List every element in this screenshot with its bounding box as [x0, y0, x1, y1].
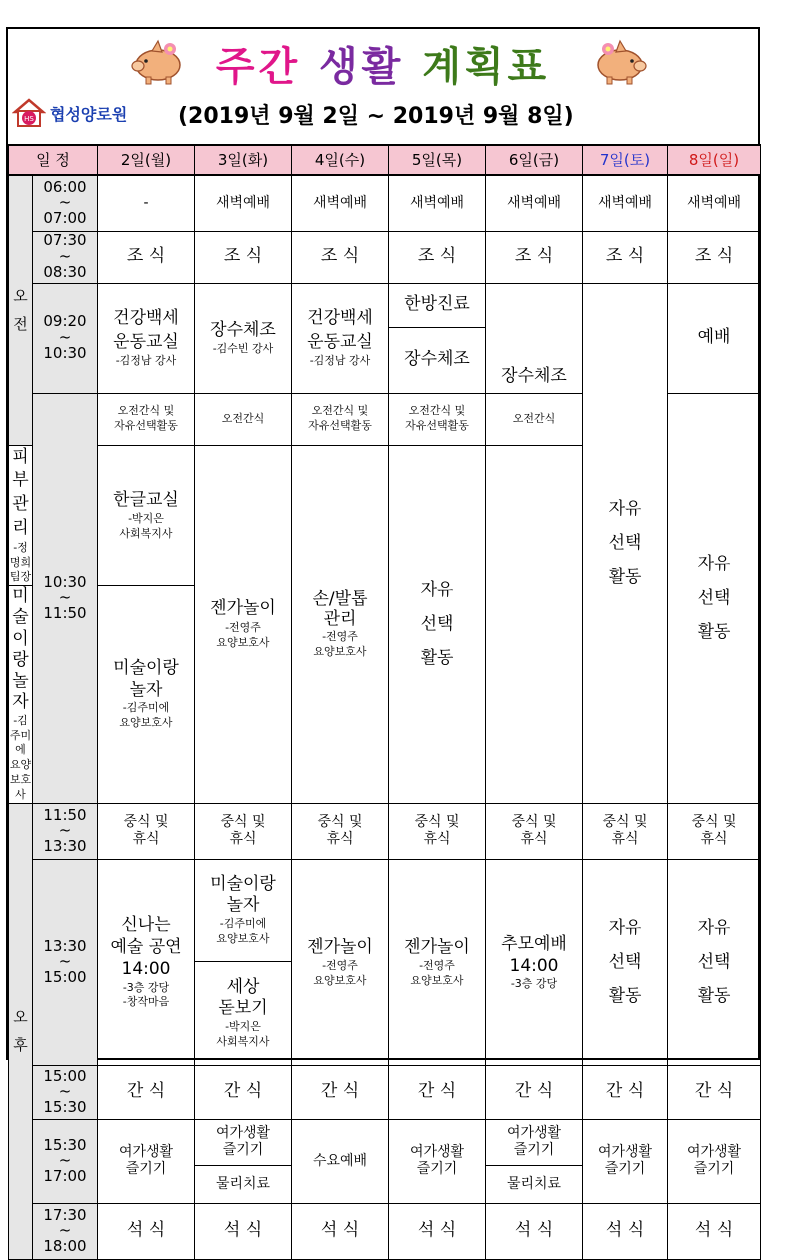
header-schedule: 일 정	[9, 145, 98, 175]
activity-cell	[195, 859, 292, 961]
snack-cell: 간 식	[583, 1065, 668, 1119]
header-day: 4일(수)	[292, 145, 389, 175]
activity-cell: 여가생활 즐기기	[486, 1119, 583, 1165]
activity-cell: 새벽예배	[486, 175, 583, 231]
activity-cell: 새벽예배	[195, 175, 292, 231]
activity-location: -3층 강당	[510, 976, 558, 990]
activity-cell	[195, 283, 292, 393]
table-row	[9, 283, 761, 327]
activity-location: -3층 강당 -창작마음	[122, 980, 170, 1009]
activity-cell: 여가생활 즐기기	[98, 1119, 195, 1203]
header-day-saturday: 7일(토)	[583, 145, 668, 175]
activity-cell	[98, 445, 195, 586]
activity-cell	[98, 283, 195, 393]
snack-cell: 간 식	[486, 1065, 583, 1119]
time-cell: 11:50 ~ 13:30	[33, 803, 98, 859]
snack-cell: 간 식	[195, 1065, 292, 1119]
activity-cell: 새벽예배	[389, 175, 486, 231]
table-row	[9, 803, 761, 859]
activity-instructor: -전영주 요양보호사	[313, 959, 367, 988]
activity-cell	[292, 445, 389, 803]
meal-cell: 조 식	[292, 231, 389, 283]
activity-cell	[98, 586, 195, 804]
header-day: 2일(월)	[98, 145, 195, 175]
time-cell: 06:00 ~ 07:00	[33, 175, 98, 231]
table-row	[9, 859, 761, 961]
meal-cell: 중식 및 휴식	[486, 803, 583, 859]
activity-title: 미술이랑 놀자	[12, 586, 29, 713]
activity-title: 손/발톱 관리	[312, 588, 368, 630]
activity-cell: 여가생활 즐기기	[195, 1119, 292, 1165]
meal-cell: 중식 및 휴식	[292, 803, 389, 859]
activity-cell: -	[98, 175, 195, 231]
snack-cell: 간 식	[98, 1065, 195, 1119]
header-day-sunday: 8일(일)	[668, 145, 761, 175]
activity-cell: 자유 선택 활동	[583, 859, 668, 1065]
activity-cell: 새벽예배	[668, 175, 761, 231]
activity-cell: 새벽예배	[292, 175, 389, 231]
meal-cell: 중식 및 휴식	[98, 803, 195, 859]
meal-cell: 중식 및 휴식	[583, 803, 668, 859]
activity-cell: 자유 선택 활동	[668, 393, 761, 803]
header-day: 6일(금)	[486, 145, 583, 175]
org-logo	[12, 98, 162, 128]
meal-cell: 조 식	[195, 231, 292, 283]
time-cell: 15:00 ~ 15:30	[33, 1065, 98, 1119]
meal-cell: 중식 및 휴식	[195, 803, 292, 859]
activity-cell	[9, 586, 33, 804]
activity-cell	[292, 283, 389, 393]
activity-cell	[98, 859, 195, 1065]
snack-cell: 간 식	[668, 1065, 761, 1119]
period-pm: 오 후	[9, 803, 33, 1259]
snack-cell: 간 식	[389, 1065, 486, 1119]
activity-cell: 여가생활 즐기기	[583, 1119, 668, 1203]
activity-instructor: -김정남 강사	[309, 354, 371, 368]
activity-instructor: -박지은 사회복지사	[119, 512, 173, 541]
schedule-table	[8, 144, 761, 1260]
activity-instructor: -김주미에 요양보호사	[9, 713, 32, 801]
activity-cell: 자유 선택 활동	[668, 859, 761, 1065]
meal-cell: 석 식	[668, 1203, 761, 1259]
activity-cell: 장수체조	[389, 327, 486, 393]
activity-instructor: -정명희 팀장	[9, 540, 32, 584]
activity-instructor: -김정남 강사	[115, 354, 177, 368]
org-name: 협성양로원	[50, 105, 128, 124]
date-range: (2019년 9월 2일 ~ 2019년 9월 8일)	[178, 104, 574, 129]
activity-cell	[9, 445, 33, 586]
activity-title: 젠가놀이	[404, 936, 470, 957]
snack-cell: 오전간식 및 자유선택활동	[98, 393, 195, 445]
activity-instructor: -전영주 요양보호사	[216, 621, 270, 650]
activity-cell: 새벽예배	[583, 175, 668, 231]
table-row	[9, 175, 761, 231]
activity-cell	[486, 859, 583, 1065]
activity-cell: 여가생활 즐기기	[389, 1119, 486, 1203]
meal-cell: 조 식	[668, 231, 761, 283]
activity-title: 젠가놀이	[210, 598, 276, 619]
activity-cell: 물리치료	[486, 1165, 583, 1203]
activity-title: 피부관리	[12, 446, 29, 538]
meal-cell: 조 식	[98, 231, 195, 283]
activity-instructor: -전영주 요양보호사	[410, 959, 464, 988]
activity-title: 건강백세 운동교실	[307, 307, 373, 352]
meal-cell: 석 식	[98, 1203, 195, 1259]
snack-cell: 오전간식 및 자유선택활동	[292, 393, 389, 445]
meal-cell: 중식 및 휴식	[668, 803, 761, 859]
activity-cell: 한방진료	[389, 283, 486, 327]
activity-cell: 자유 선택 활동	[389, 445, 486, 803]
time-cell: 17:30 ~ 18:00	[33, 1203, 98, 1259]
meal-cell: 석 식	[486, 1203, 583, 1259]
meal-cell: 석 식	[389, 1203, 486, 1259]
period-am: 오 전	[9, 175, 33, 445]
activity-cell	[195, 445, 292, 803]
activity-title: 신나는 예술 공연 14:00	[110, 915, 182, 980]
pig-icon	[592, 39, 652, 85]
activity-cell: 예배	[668, 283, 761, 393]
activity-cell: 수요예배	[292, 1119, 389, 1203]
activity-title: 젠가놀이	[307, 936, 373, 957]
meal-cell: 석 식	[292, 1203, 389, 1259]
activity-instructor: -박지은 사회복지사	[216, 1019, 270, 1048]
table-row	[9, 1065, 761, 1119]
meal-cell: 석 식	[583, 1203, 668, 1259]
activity-title: 미술이랑 놀자	[113, 658, 179, 700]
activity-title: 미술이랑 놀자	[210, 874, 276, 916]
snack-cell: 오전간식	[195, 393, 292, 445]
activity-cell: 물리치료	[195, 1165, 292, 1203]
table-row	[9, 1119, 761, 1165]
activity-cell: 장수체조	[486, 283, 583, 393]
activity-instructor: -김수빈 강사	[212, 342, 274, 356]
meal-cell: 석 식	[195, 1203, 292, 1259]
activity-title: 추모예배 14:00	[501, 933, 567, 976]
activity-cell	[195, 961, 292, 1065]
activity-instructor: -김주미에 요양보호사	[119, 700, 173, 729]
meal-cell: 조 식	[583, 231, 668, 283]
house-heart-icon	[12, 98, 46, 128]
activity-title: 건강백세 운동교실	[113, 307, 179, 352]
title-part3: 계획표	[422, 44, 551, 90]
snack-cell: 간 식	[292, 1065, 389, 1119]
title-part1: 주간	[215, 44, 302, 90]
meal-cell: 중식 및 휴식	[389, 803, 486, 859]
activity-title: 장수체조	[210, 319, 276, 340]
title-area	[8, 29, 758, 89]
activity-cell	[389, 859, 486, 1065]
activity-title: 한글교실	[113, 489, 179, 510]
snack-cell: 오전간식 및 자유선택활동	[389, 393, 486, 445]
time-cell: 09:20 ~ 10:30	[33, 283, 98, 393]
table-row	[9, 1203, 761, 1259]
header-day: 5일(목)	[389, 145, 486, 175]
logo-initials: HS	[24, 115, 34, 123]
header-row	[9, 145, 761, 175]
meal-cell: 조 식	[389, 231, 486, 283]
meal-cell: 조 식	[486, 231, 583, 283]
snack-cell: 오전간식	[486, 393, 583, 445]
activity-instructor: -김주미에 요양보호사	[216, 916, 270, 945]
time-cell: 07:30 ~ 08:30	[33, 231, 98, 283]
subtitle-row	[12, 96, 752, 130]
activity-instructor: -전영주 요양보호사	[313, 629, 367, 658]
time-cell: 15:30 ~ 17:00	[33, 1119, 98, 1203]
time-cell: 10:30 ~ 11:50	[33, 393, 98, 803]
activity-title: 세상 돋보기	[218, 977, 268, 1019]
activity-cell	[292, 859, 389, 1065]
activity-cell: 여가생활 즐기기	[668, 1119, 761, 1203]
table-row	[9, 231, 761, 283]
title-part2: 생활	[319, 44, 405, 90]
activity-cell: 자유 선택 활동	[583, 283, 668, 803]
header-day: 3일(화)	[195, 145, 292, 175]
time-cell: 13:30 ~ 15:00	[33, 859, 98, 1065]
